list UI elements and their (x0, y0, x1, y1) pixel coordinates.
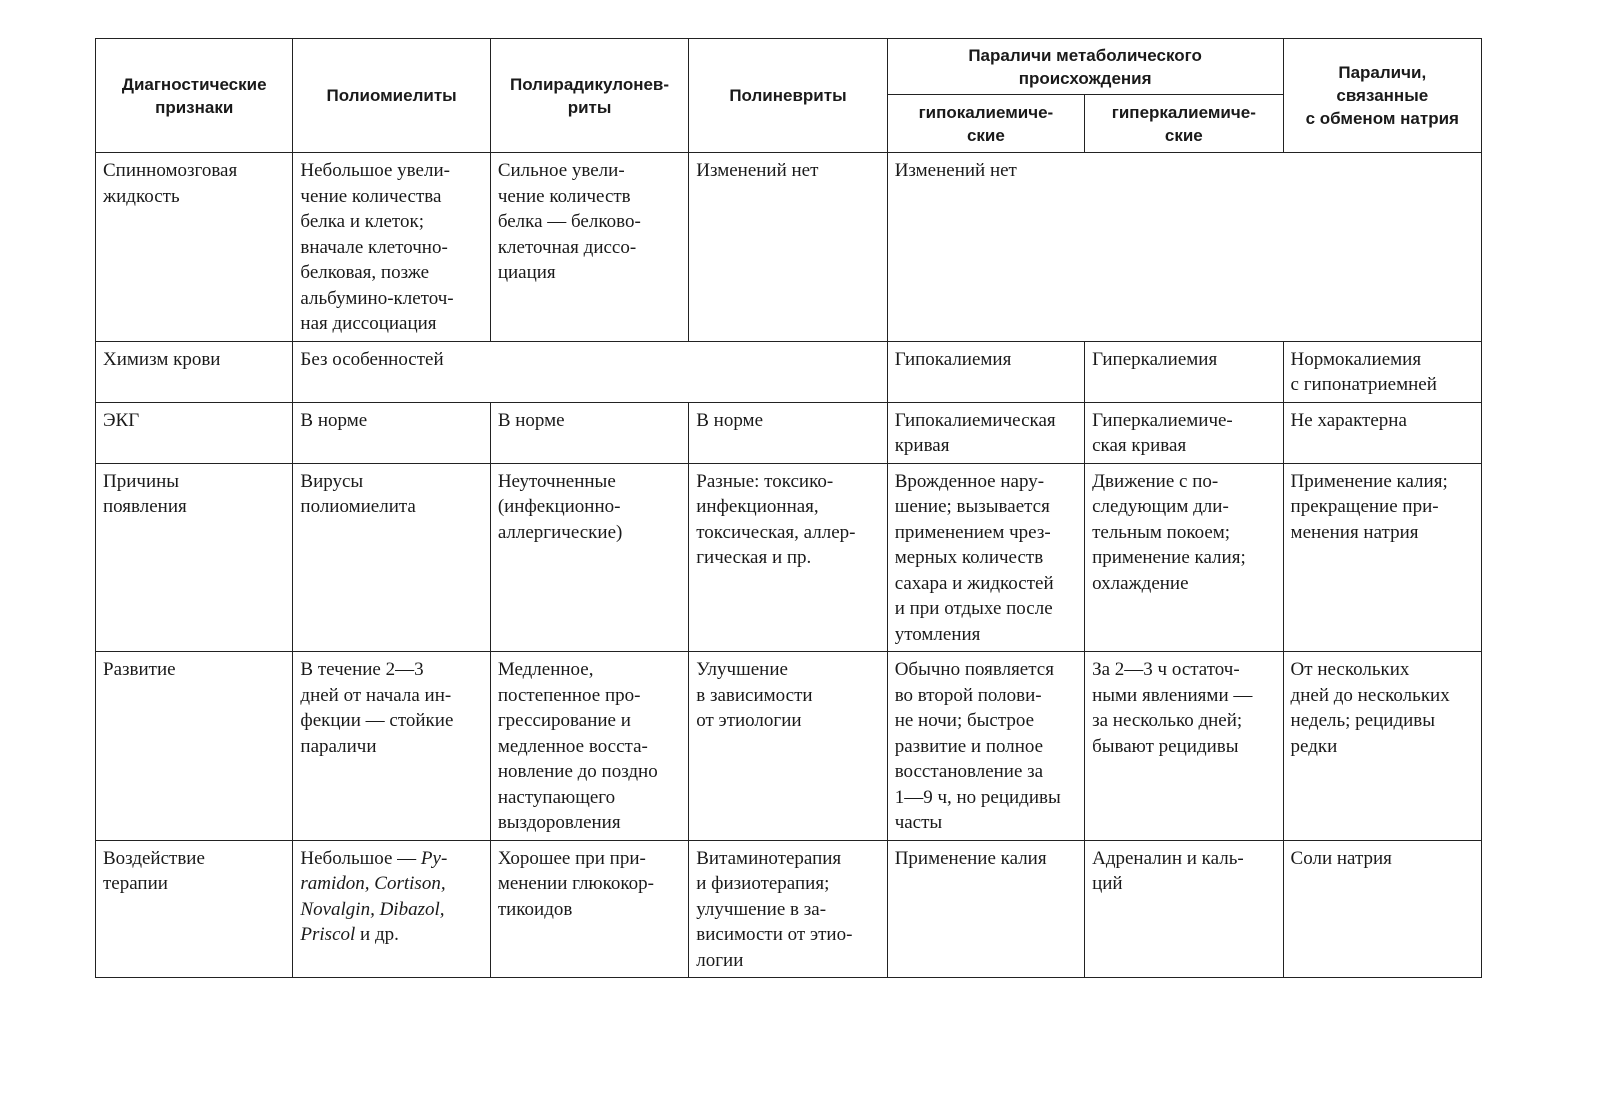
header-polyneuritis-line-1: Полиневриты (729, 86, 847, 105)
row-label-blood-line-1: Химизм крови (103, 348, 221, 370)
cell-csf-polio-line-7: ная диссоциация (300, 313, 437, 334)
cell-causes-polyneur-line-1: Разные: токсико- (696, 470, 834, 492)
header-diagnostic-signs-line-2: признаки (155, 97, 234, 117)
cell-csf-polyrad-line-2: чение количеств (497, 185, 631, 207)
cell-therapy-hyper-line-1: Адреналин и каль- (1092, 847, 1244, 869)
cell-csf-polyneur (689, 153, 887, 342)
cell-csf-polio-line-2: чение количества (300, 185, 442, 207)
row-label-ecg-line-1: ЭКГ (103, 409, 140, 431)
cell-development-hyper-line-4: бывают рецидивы (1092, 735, 1239, 757)
cell-ecg-polyrad (490, 402, 688, 463)
cell-development-polyrad-line-5: новление до поздно (497, 761, 658, 782)
cell-ecg-polyrad-line-1: В норме (497, 409, 565, 431)
cell-development-polyrad-line-2: постепенное про- (497, 684, 641, 706)
row-therapy (96, 840, 1482, 978)
cell-development-sodium (1283, 652, 1481, 841)
cell-development-polyrad-line-1: Медленное, (497, 659, 594, 680)
cell-development-hypo-line-3: не ночи; быстрое (894, 710, 1035, 731)
cell-development-sodium-line-2: дней до нескольких (1290, 684, 1450, 706)
header-poliomyelitis (293, 39, 490, 153)
cell-csf-metabolic (887, 153, 1481, 342)
cell-development-hypo-line-4: развитие и полное (894, 735, 1044, 757)
cell-development-polyrad-line-4: медленное восста- (497, 735, 648, 757)
cell-causes-sodium-line-2: прекращение при- (1290, 496, 1439, 517)
cell-therapy-hypo (887, 840, 1084, 978)
cell-blood-common (293, 341, 887, 402)
cell-causes-sodium (1283, 463, 1481, 652)
cell-ecg-polio (293, 402, 490, 463)
cell-development-polyneur-line-3: от этиологии (696, 710, 802, 731)
cell-development-sodium-line-1: От нескольких (1290, 659, 1410, 680)
cell-blood-hypo (887, 341, 1084, 402)
cell-development-polyrad-line-6: наступающего (497, 786, 616, 808)
cell-blood-hyper (1085, 341, 1283, 402)
row-label-therapy (96, 840, 293, 978)
cell-therapy-sodium-line-1: Соли натрия (1290, 847, 1392, 869)
cell-therapy-sodium (1283, 840, 1481, 978)
cell-blood-sodium-line-2: с гипонатриемней (1290, 374, 1437, 395)
cell-ecg-polio-line-1: В норме (300, 409, 368, 431)
row-label-csf-line-2: жидкость (103, 185, 180, 207)
cell-csf-polio-line-1: Небольшое увели- (300, 160, 450, 181)
header-polyradiculoneuritis-line-1: Полирадикулонев- (510, 74, 670, 94)
cell-causes-polyrad-line-3: аллергические) (497, 521, 623, 543)
cell-causes-polyneur (689, 463, 887, 652)
header-metabolic-paralysis-line-2: происхождения (1018, 68, 1152, 88)
cell-causes-hyper-line-4: применение калия; (1092, 547, 1246, 568)
row-label-causes (96, 463, 293, 652)
cell-causes-polyneur-line-3: токсическая, аллер- (696, 521, 856, 543)
cell-causes-hypo-line-3: применением чрез- (894, 521, 1051, 543)
header-sodium-paralysis-line-3: с обменом натрия (1305, 109, 1459, 128)
cell-therapy-polyneur-line-4: висимости от этио- (696, 924, 853, 945)
header-diagnostic-signs-line-1: Диагностические (121, 74, 267, 94)
row-label-csf (96, 153, 293, 342)
cell-ecg-sodium-line-1: Не характерна (1290, 409, 1407, 431)
header-sodium-paralysis-line-2: связанные (1336, 86, 1429, 105)
cell-development-hypo (887, 652, 1084, 841)
cell-development-polio-line-3: фекции — стойкие (300, 710, 454, 731)
row-label-causes-line-2: появления (103, 496, 187, 517)
cell-ecg-hypo-line-1: Гипокалиемическая (894, 409, 1056, 431)
cell-csf-polyrad-line-4: клеточная диссо- (497, 236, 637, 258)
therapy-polio-drug-2: ramidon, Cortison, (300, 873, 446, 894)
cell-development-sodium-line-4: редки (1290, 735, 1338, 757)
cell-causes-hypo-line-1: Врожденное нару- (894, 470, 1045, 492)
cell-csf-polio-line-5: белковая, позже (300, 262, 430, 283)
cell-blood-hyper-line-1: Гиперкалиемия (1092, 348, 1218, 370)
row-causes (96, 463, 1482, 652)
row-label-development (96, 652, 293, 841)
cell-causes-hypo-line-5: сахара и жидкостей (894, 572, 1054, 594)
header-poliomyelitis-line-1: Полиомиелиты (326, 86, 457, 105)
cell-causes-sodium-line-3: менения натрия (1290, 521, 1419, 543)
cell-csf-polio (293, 153, 490, 342)
cell-csf-polio-line-3: белка и клеток; (300, 211, 424, 232)
header-metabolic-paralysis-line-1: Параличи метаболического (968, 45, 1202, 65)
header-sodium-paralysis-line-1: Параличи, (1338, 63, 1427, 82)
header-sodium-paralysis (1283, 39, 1481, 153)
row-ecg (96, 402, 1482, 463)
cell-therapy-hypo-line-1: Применение калия (894, 847, 1047, 869)
cell-therapy-polyneur (689, 840, 887, 978)
cell-causes-hyper-line-5: охлаждение (1092, 572, 1189, 594)
cell-ecg-hypo-line-2: кривая (894, 435, 950, 456)
header-diagnostic-signs (96, 39, 293, 153)
row-label-blood (96, 341, 293, 402)
cell-causes-polyrad (490, 463, 688, 652)
cell-causes-polio-line-1: Вирусы (300, 470, 364, 492)
cell-development-polyneur (689, 652, 887, 841)
comparison-table (95, 38, 1482, 978)
cell-ecg-hyper (1085, 402, 1283, 463)
therapy-polio-drug-3: Novalgin, Dibazol, (300, 898, 445, 920)
cell-csf-polyrad-line-1: Сильное увели- (497, 160, 625, 181)
cell-therapy-polyneur-line-1: Витаминотерапия (696, 847, 842, 869)
cell-development-polio-line-1: В течение 2—3 (300, 659, 424, 680)
cell-therapy-polyrad-line-2: менении глюкокор- (497, 873, 654, 894)
cell-csf-polyrad-line-3: белка — белково- (497, 211, 641, 232)
cell-therapy-polyrad-line-3: тикоидов (497, 898, 573, 920)
row-label-development-line-1: Развитие (103, 659, 176, 680)
cell-causes-hyper-line-2: следующим дли- (1092, 496, 1229, 517)
header-metabolic-paralysis (887, 39, 1283, 95)
cell-therapy-polyneur-line-2: и физиотерапия; (696, 873, 830, 894)
header-hyperkalemic (1085, 95, 1283, 153)
cell-development-sodium-line-3: недель; рецидивы (1290, 710, 1436, 731)
cell-csf-polyneur-line-1: Изменений нет (696, 160, 819, 181)
cell-causes-hyper-line-1: Движение с по- (1092, 470, 1219, 492)
therapy-polio-drug-1: Py- (420, 847, 448, 869)
header-hypokalemic (887, 95, 1084, 153)
cell-development-hypo-line-6: 1—9 ч, но рецидивы (894, 786, 1061, 808)
row-label-csf-line-1: Спинномозговая (103, 160, 238, 181)
cell-development-hypo-line-5: восстановление за (894, 761, 1044, 782)
cell-development-hypo-line-1: Обычно появляется (894, 659, 1054, 680)
cell-causes-hypo-line-6: и при отдыхе после (894, 598, 1053, 619)
row-development (96, 652, 1482, 841)
cell-blood-hypo-line-1: Гипокалиемия (894, 348, 1012, 370)
cell-development-hypo-line-7: часты (894, 812, 943, 833)
cell-causes-polyneur-line-4: гическая и пр. (696, 547, 812, 568)
row-csf (96, 153, 1482, 342)
cell-development-hyper-line-3: за несколько дней; (1092, 710, 1243, 731)
cell-ecg-polyneur-line-1: В норме (696, 409, 764, 431)
row-label-ecg (96, 402, 293, 463)
cell-development-hypo-line-2: во второй полови- (894, 684, 1042, 706)
cell-causes-polyrad-line-2: (инфекционно- (497, 496, 621, 517)
cell-therapy-hyper (1085, 840, 1283, 978)
cell-development-hyper-line-2: ными явлениями — (1092, 684, 1253, 706)
cell-causes-polio (293, 463, 490, 652)
cell-development-polyneur-line-1: Улучшение (696, 659, 788, 680)
cell-causes-polio-line-2: полиомиелита (300, 496, 416, 517)
header-polyradiculoneuritis-line-2: риты (567, 97, 612, 117)
cell-causes-hypo-line-4: мерных количеств (894, 547, 1044, 568)
row-label-therapy-line-1: Воздействие (103, 847, 205, 869)
cell-causes-sodium-line-1: Применение калия; (1290, 470, 1448, 492)
cell-blood-common-line-1: Без особенностей (300, 348, 444, 370)
cell-development-polyrad (490, 652, 688, 841)
cell-csf-polyrad (490, 153, 688, 342)
header-hyperkalemic-line-1: гиперкалиемиче- (1111, 102, 1256, 122)
header-hyperkalemic-line-2: ские (1164, 125, 1203, 145)
header-polyneuritis (689, 39, 887, 153)
cell-ecg-polyneur (689, 402, 887, 463)
therapy-polio-text-4: и др. (355, 924, 399, 945)
cell-development-polio (293, 652, 490, 841)
cell-ecg-hypo (887, 402, 1084, 463)
cell-therapy-hyper-line-2: ций (1092, 873, 1123, 894)
cell-csf-polyrad-line-5: циация (497, 262, 556, 283)
cell-causes-hypo-line-2: шение; вызывается (894, 496, 1050, 517)
row-blood (96, 341, 1482, 402)
cell-causes-hypo-line-7: утомления (894, 623, 981, 645)
cell-therapy-polio (293, 840, 490, 978)
cell-development-hyper-line-1: За 2—3 ч остаточ- (1092, 659, 1240, 680)
cell-development-polio-line-4: параличи (300, 735, 377, 757)
header-polyradiculoneuritis (490, 39, 688, 153)
cell-therapy-polyneur-line-5: логии (696, 949, 744, 971)
cell-ecg-sodium (1283, 402, 1481, 463)
cell-development-hyper (1085, 652, 1283, 841)
cell-development-polyrad-line-3: грессирование и (497, 710, 631, 731)
row-label-therapy-line-2: терапии (103, 873, 168, 894)
cell-ecg-hyper-line-1: Гиперкалиемиче- (1092, 409, 1233, 431)
cell-ecg-hyper-line-2: ская кривая (1092, 435, 1187, 456)
cell-csf-polio-line-4: вначале клеточно- (300, 236, 448, 258)
cell-therapy-polyrad-line-1: Хорошее при при- (497, 847, 646, 869)
header-hypokalemic-line-1: гипокалиемиче- (918, 102, 1054, 122)
therapy-polio-drug-4: Priscol (300, 924, 356, 945)
cell-causes-hyper-line-3: тельным покоем; (1092, 521, 1231, 543)
cell-development-polyneur-line-2: в зависимости (696, 684, 813, 706)
cell-causes-hypo (887, 463, 1084, 652)
cell-therapy-polyneur-line-3: улучшение в за- (696, 898, 827, 920)
therapy-polio-text-1: Небольшое — (300, 847, 421, 869)
cell-csf-polio-line-6: альбумино-клеточ- (300, 287, 454, 309)
cell-therapy-polyrad (490, 840, 688, 978)
cell-causes-polyneur-line-2: инфекционная, (696, 496, 819, 517)
cell-causes-polyrad-line-1: Неуточненные (497, 470, 616, 492)
cell-development-polyrad-line-7: выздоровления (497, 812, 621, 833)
cell-development-polio-line-2: дней от начала ин- (300, 684, 452, 706)
cell-causes-hyper (1085, 463, 1283, 652)
row-label-causes-line-1: Причины (103, 470, 180, 492)
header-hypokalemic-line-2: ские (966, 125, 1005, 145)
cell-blood-sodium-line-1: Нормокалиемия (1290, 348, 1422, 370)
cell-blood-sodium (1283, 341, 1481, 402)
cell-csf-metabolic-line-1: Изменений нет (894, 160, 1017, 181)
